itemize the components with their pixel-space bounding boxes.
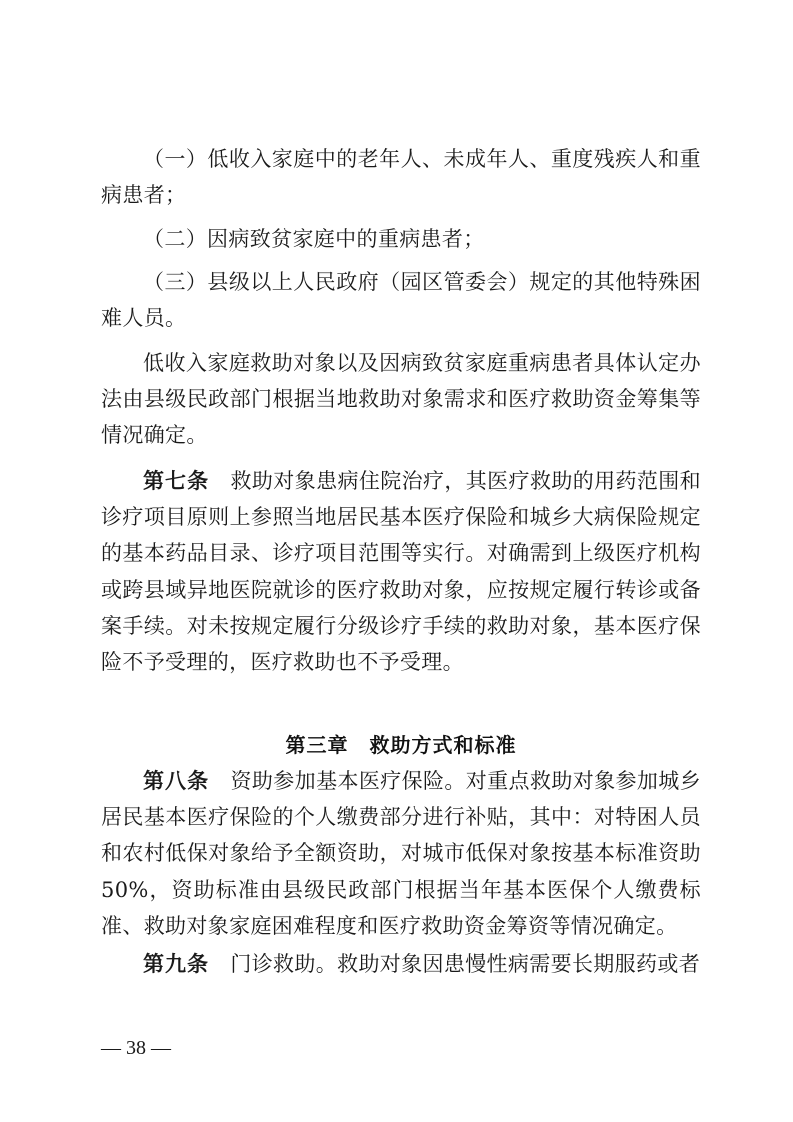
article-8-text: 资助参加基本医疗保险。对重点救助对象参加城乡居民基本医疗保险的个人缴费部分进行补贴，其中：对特困人员和农村低保对象给予全额资助，对城市低保对象按基本标准资助50%，资助标准由县级民政部门根据当年基本医保个人缴费标准、救助对象家庭困难程度和医疗救助资金筹资等情况确定。 [101, 769, 702, 938]
article-8-paragraph [101, 763, 701, 944]
paragraph-item-2: （二）因病致贫家庭中的重病患者； [143, 227, 485, 251]
article-9-text: 门诊救助。救助对象因患慢性病需要长期服药或者 [230, 952, 701, 976]
article-7-paragraph [101, 463, 701, 680]
article-9-paragraph [101, 946, 701, 982]
article-7-label: 第七条 [143, 469, 210, 493]
paragraph-application-rule: 低收入家庭救助对象以及因病致贫家庭重病患者具体认定办法由县级民政部门根据当地救助对象需求和医疗救助资金筹集等情况确定。 [101, 351, 701, 448]
page-number: — 38 — [101, 1037, 171, 1059]
article-8-label: 第八条 [143, 769, 210, 793]
paragraph-item-3: （三）县级以上人民政府（园区管委会）规定的其他特殊困难人员。 [101, 270, 701, 331]
paragraph-item-1: （一）低收入家庭中的老年人、未成年人、重度残疾人和重病患者； [101, 147, 701, 208]
article-7-text: 救助对象患病住院治疗，其医疗救助的用药范围和诊疗项目原则上参照当地居民基本医疗保险和城乡大病保险规定的基本药品目录、诊疗项目范围等实行。对确需到上级医疗机构或跨县域异地医院就诊的医疗救助对象，应按规定履行转诊或备案手续。对未按规定履行分级诊疗手续的救助对象，基本医疗保险不予受理的，医疗救助也不予受理。 [101, 469, 702, 675]
article-9-label: 第九条 [143, 952, 209, 976]
chapter-3-heading: 第三章 救助方式和标准 [285, 733, 517, 757]
